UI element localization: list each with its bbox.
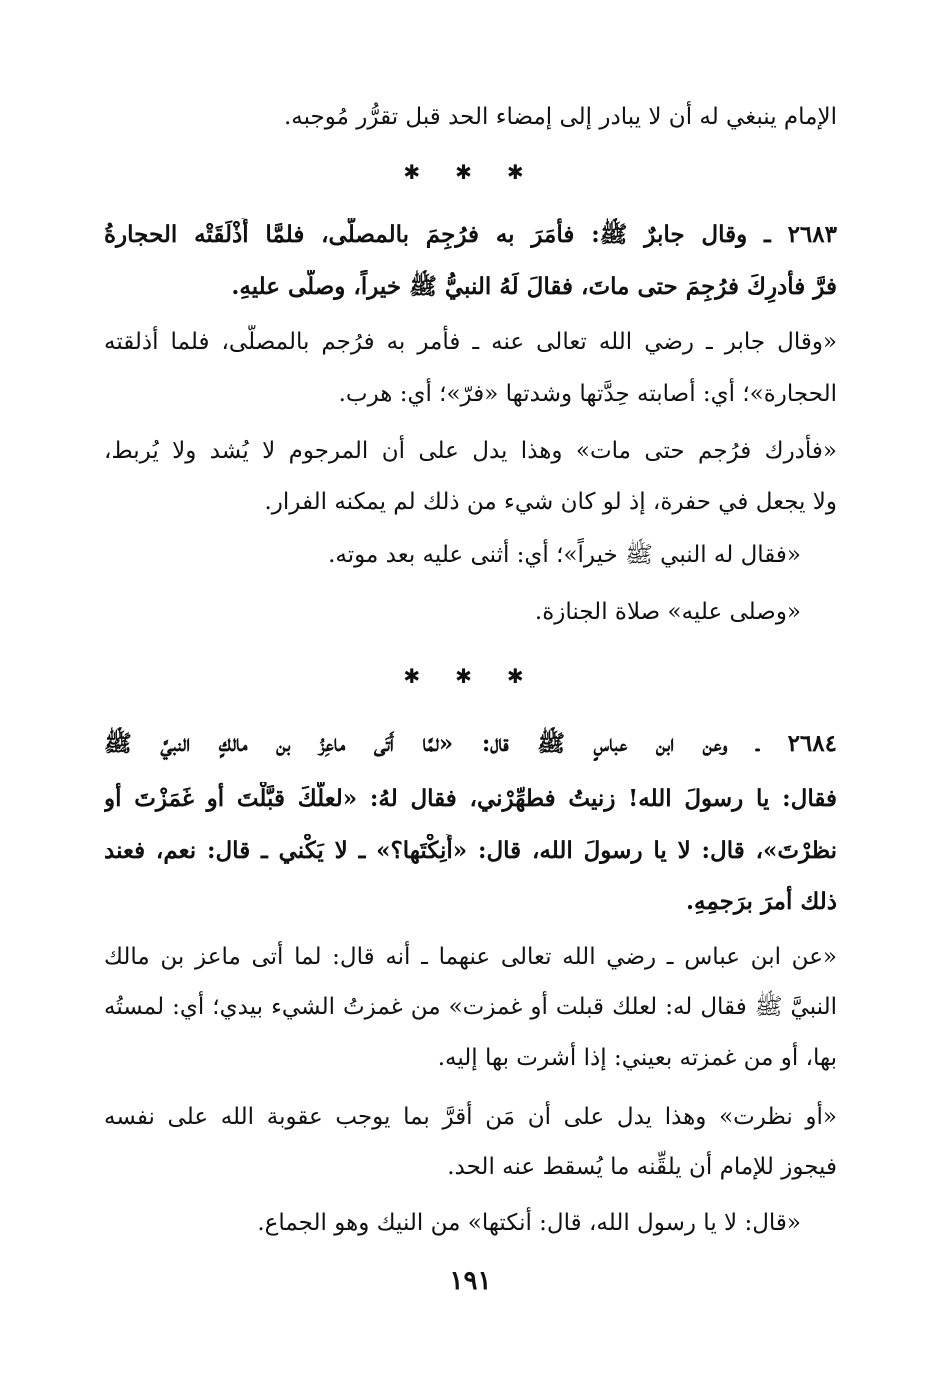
- hadith-2684-line-1: ٢٦٨٤ ـ وعن ابن عباسٍ ﷺ قال: «لمَّا أَتَى ماعِزُ بن مالكٍ النبيَّ ﷺ: [104, 730, 837, 757]
- section-separator: ✱ ✱ ✱: [403, 160, 538, 184]
- commentary-2684-p2-line-1: «أو نظرت» وهذا يدل على أن مَن أقرَّ بما يوجب عقوبة الله على نفسه: [104, 1104, 837, 1130]
- hadith-2684-line-2: فقال: يا رسولَ الله! زنيتُ فطهِّرْني، فقال لهُ: «لعلَّكَ قبَّلْتَ أو غَمَزْتَ أو: [104, 785, 837, 812]
- hadith-2683-line-1: ٢٦٨٣ ـ وقال جابرٌ ﷺ: فأَمَرَ به فرُجِمَ بالمصلَّى، فلمَّا أَذْلَقَتْه الحجارةُ: [104, 221, 837, 248]
- commentary-2683-p3: «فقال له النبي ﷺ خيراً»؛ أي: أثنى عليه بعد موته.: [328, 542, 801, 568]
- commentary-2683-p1-line-1: «وقال جابر ـ رضي الله تعالى عنه ـ فأَمر به فرُجم بالمصلَّى، فلما أذلقته: [104, 329, 837, 355]
- commentary-2684-p1-line-2: النبيَّ ﷺ فقال له: لعلك قبلت أو غمزت» من غمزتُ الشيء بيدي؛ أي: لمستُه: [104, 994, 837, 1020]
- commentary-2683-p4: «وصلى عليه» صلاة الجنازة.: [534, 599, 801, 625]
- commentary-2683-p1-line-2: الحجارة»؛ أي: أصابته حِدَّتها وشدتها «فرّ»؛ أي: هرب.: [338, 381, 837, 407]
- commentary-2684-p1-line-1: «عن ابن عباس ـ رضي الله تعالى عنهما ـ أنه قال: لما أتى ماعز بن مالك: [104, 944, 837, 970]
- commentary-2684-p3: «قال: لا يا رسول الله، قال: أنكتها» من النيك وهو الجماع.: [257, 1210, 801, 1236]
- commentary-2683-p2-line-1: «فأُدرك فرُجم حتى مات» وهذا يدل على أن المرجوم لا يُشد ولا يُربط،: [104, 438, 837, 464]
- commentary-2683-p2-line-2: ولا يجعل في حفرة، إذ لو كان شيء من ذلك لم يمكنه الفرار.: [264, 489, 837, 515]
- hadith-2684-line-4: ذلك أمرَ برَجمِهِ.: [686, 888, 837, 915]
- intro-line: الإمام ينبغي له أن لا يبادر إلى إمضاء الحد قبل تقرُّر مُوجبه.: [283, 104, 837, 130]
- section-separator: ✱ ✱ ✱: [403, 664, 538, 688]
- hadith-2683-line-2: فرَّ فأُدرِكَ فرُجِمَ حتى ماتَ، فقالَ لَهُ النبيُّ ﷺ خيراً، وصلَّى عليهِ.: [231, 273, 837, 300]
- hadith-2684-line-3: نظرْتَ»، قال: لا يا رسولَ الله، قال: «أَنِكْتَها؟» ـ لا يَكْني ـ قال: نعم، فعند: [104, 837, 837, 864]
- page-number: ١٩١: [449, 1266, 492, 1296]
- commentary-2684-p1-line-3: بها، أو من غمزته بعيني: إذا أشرت بها إليه.: [437, 1045, 837, 1071]
- commentary-2684-p2-line-2: فيجوز للإمام أن يلقِّنه ما يُسقط عنه الحد.: [447, 1154, 837, 1180]
